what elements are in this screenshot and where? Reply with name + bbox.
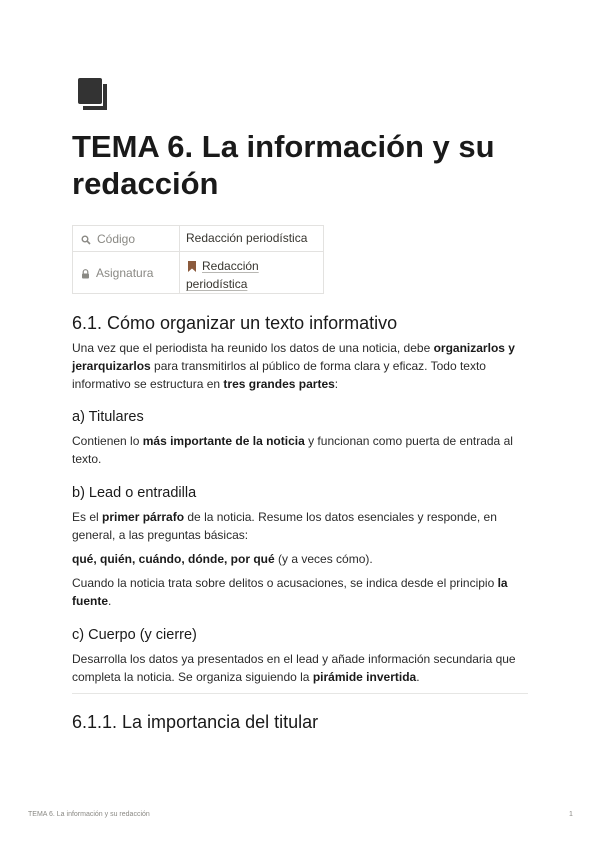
property-key xyxy=(73,252,180,294)
divider xyxy=(72,693,528,694)
titulares-heading: a) Titulares xyxy=(72,409,144,425)
cuerpo-heading: c) Cuerpo (y cierre) xyxy=(72,627,197,643)
property-value[interactable] xyxy=(180,252,324,294)
lead-questions: qué, quién, cuándo, dónde, por qué (y a veces cómo). xyxy=(72,552,373,566)
notebook-icon xyxy=(77,77,111,111)
footer-title: TEMA 6. La información y su redacción xyxy=(28,811,150,818)
bookmark-icon xyxy=(188,261,196,272)
section-heading: 6.1. Cómo organizar un texto informativo xyxy=(72,313,398,333)
lead-source-paragraph: Cuando la noticia trata sobre delitos o acusaciones, se indica desde el principio la fuente. xyxy=(72,576,508,608)
search-icon xyxy=(81,235,91,245)
property-key-label: Código xyxy=(97,232,136,246)
property-row xyxy=(73,226,324,252)
properties-table xyxy=(72,225,324,294)
property-row xyxy=(73,252,324,294)
lock-icon xyxy=(81,269,90,279)
property-key xyxy=(73,226,180,252)
property-value[interactable]: Redacción periodística xyxy=(180,226,324,252)
titulares-paragraph: Contienen lo más importante de la noticia y funcionan como puerta de entrada al texto. xyxy=(72,434,513,466)
intro-paragraph: Una vez que el periodista ha reunido los datos de una noticia, debe organizarlos y jerarquizarlos para transmitirlos al público de forma clara y eficaz. Todo texto informativo se estructura en tres grandes partes: xyxy=(72,341,515,391)
relation-link[interactable]: periodística xyxy=(186,277,248,291)
lead-heading: b) Lead o entradilla xyxy=(72,485,197,501)
relation-link[interactable]: Redacción xyxy=(202,259,259,273)
page-number: 1 xyxy=(569,811,573,818)
subsection-heading: 6.1.1. La importancia del titular xyxy=(72,712,319,732)
lead-paragraph: Es el primer párrafo de la noticia. Resume los datos esenciales y responde, en general, a las preguntas básicas: xyxy=(72,510,497,542)
cuerpo-paragraph: Desarrolla los datos ya presentados en el lead y añade información secundaria que completa la noticia. Se organiza siguiendo la pirámide invertida. xyxy=(72,652,516,684)
page-title: TEMA 6. La información y su redacción xyxy=(72,129,495,201)
property-key-label: Asignatura xyxy=(96,266,154,280)
